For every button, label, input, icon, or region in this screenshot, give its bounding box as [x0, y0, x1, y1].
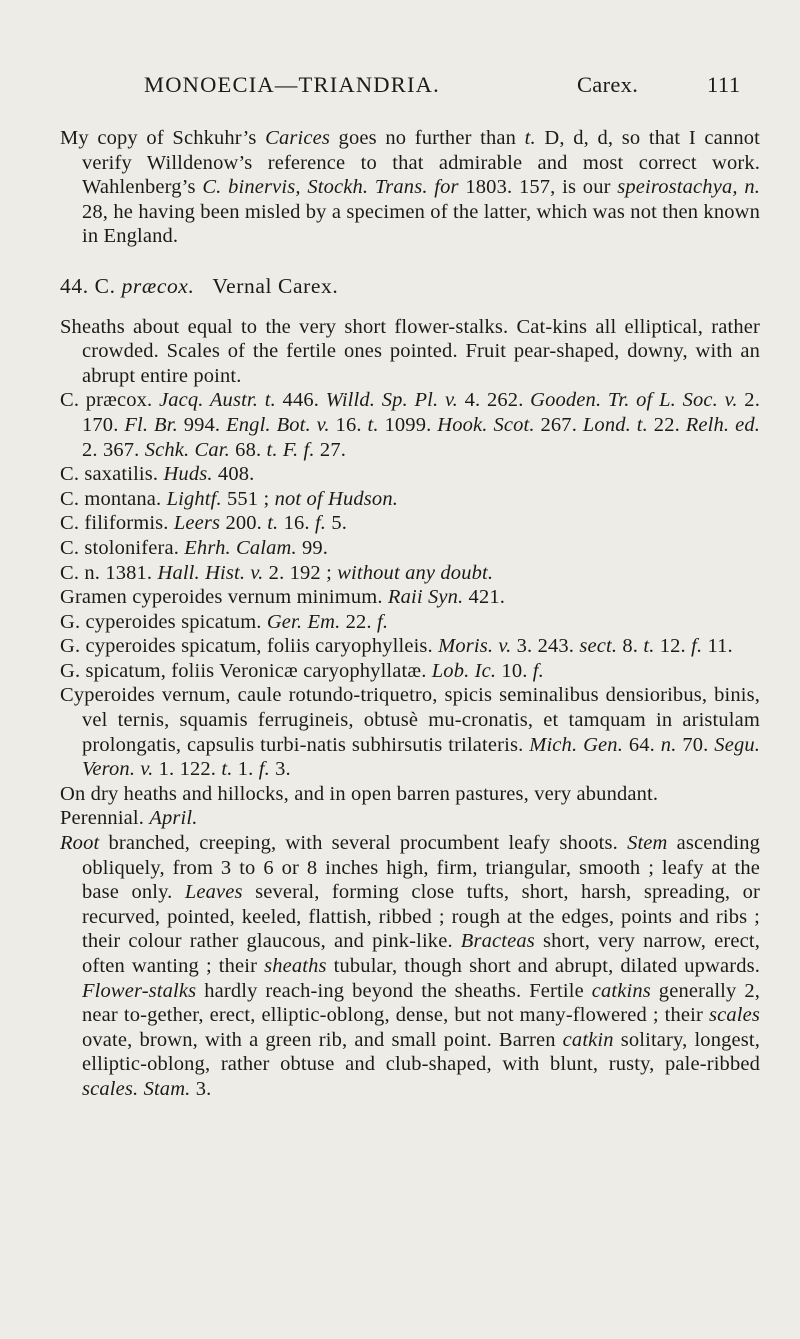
synonym-text: 27. — [314, 438, 346, 461]
synonym-citation: f. — [691, 635, 703, 658]
synonym-text: C. montana. — [60, 487, 167, 510]
synonym-text: C. saxatilis. — [60, 463, 164, 486]
synonym-text: C. stolonifera. — [60, 536, 185, 559]
synonym-citation: Leers — [173, 512, 221, 535]
intro-text: D, d, d, so that I cannot verify Willdenow’s reference to that admirable and most correct work. Wahlenberg’s — [82, 127, 760, 199]
diagnosis: Sheaths about equal to the very short flower-stalks. Cat-kins all elliptical, rather crowded. Scales of the fertile ones pointed. Fruit pear-shaped, downy, with an abrupt entire point. — [60, 315, 760, 387]
description-text: tubular, though short and abrupt, dilated upwards. — [326, 955, 760, 977]
synonym-citation: f. — [376, 610, 389, 633]
description-text: short, very narrow, erect, often wanting ; their — [82, 930, 760, 977]
synonym-citation: not of Hudson. — [274, 487, 399, 510]
duration — [60, 806, 760, 831]
synonym-text: 446. — [275, 389, 326, 412]
species-heading — [60, 274, 760, 299]
synonym-text: G. cyperoides spicatum, foliis caryophylleis. — [60, 635, 439, 658]
synonym-text: G. cyperoides spicatum. — [60, 610, 267, 633]
species-name: præcox. — [121, 273, 195, 298]
synonym-text: 421. — [463, 586, 506, 609]
synonym-text: 1. — [232, 758, 259, 781]
duration-label: Perennial. — [60, 807, 150, 830]
synonym-text: 4. 262. — [457, 389, 531, 412]
intro-text: My copy of Schkuhr’s — [60, 127, 266, 149]
intro-paragraph — [60, 126, 760, 249]
synonym-text: G. spicatum, foliis Veronicæ caryophyllatæ. — [60, 659, 432, 682]
synonym-entry — [60, 462, 760, 487]
synonym-citation: sect. — [579, 635, 618, 658]
synonym-citation: n. — [660, 733, 677, 756]
synonym-text: 10. — [496, 659, 533, 682]
synonym-text: 22. — [647, 413, 686, 436]
synonym-citation: t. — [267, 512, 279, 535]
synonym-text: 1099. — [378, 413, 438, 436]
synonym-citation: f. — [532, 659, 544, 682]
synonym-entry — [60, 634, 760, 659]
species-name-prefix: C. — [94, 273, 122, 298]
synonym-entry — [60, 388, 760, 462]
synonym-citation: Willd. Sp. Pl. v. — [325, 389, 458, 412]
synonym-text: 16. — [278, 512, 315, 535]
synonym-text: 68. — [229, 438, 267, 461]
synonym-entry — [60, 561, 760, 586]
synonym-text: 12. — [654, 635, 692, 658]
synonym-text: C. præcox. — [60, 389, 159, 412]
intro-italic: t. — [524, 127, 536, 149]
intro-italic: Carices — [265, 127, 330, 149]
synonym-citation: Ehrh. Calam. — [184, 536, 297, 559]
synonym-citation: Fl. Br. — [124, 413, 178, 436]
synonym-text: 1. 122. — [153, 758, 222, 781]
description-text: solitary, longest, elliptic-oblong, rather obtuse and club-shaped, with blunt, rusty, pale-ribbed — [82, 1028, 760, 1076]
synonym-entry — [60, 585, 760, 610]
synonym-text: Cyperoides vernum, caule rotundo-triquetro, spicis seminalibus densioribus, binis, vel ternis, squamis ferrugineis, obtusè mu-cronatis, et tamquam in aristulam prolongatis, capsulis turbi-natis subhirsutis trilateris. — [60, 684, 760, 756]
synonym-citation: Jacq. Austr. t. — [159, 389, 276, 412]
intro-text: 1803. 157, is our — [458, 176, 618, 199]
synonym-entry — [60, 536, 760, 561]
synonym-text: 200. — [220, 512, 268, 535]
synonym-text: 267. — [534, 413, 583, 436]
spacer — [60, 299, 760, 315]
synonym-citation: Segu. Veron. v. — [82, 733, 761, 781]
synonym-text: 11. — [702, 635, 733, 658]
intro-text: 28, he having been misled by a specimen of the latter, which was not then known in England. — [82, 200, 760, 248]
synonym-entry — [60, 683, 760, 781]
synonym-citation: Schk. Car. — [144, 438, 230, 461]
description-term: Bracteas — [460, 930, 535, 953]
description-text: 3. — [190, 1077, 212, 1100]
synonym-citation: Lightf. — [166, 487, 222, 510]
description-text: hardly reach-ing beyond the sheaths. Fertile — [196, 979, 592, 1002]
synonym-text: 551 ; — [221, 487, 275, 510]
synonym-entry — [60, 487, 760, 512]
synonym-citation: Engl. Bot. v. — [226, 413, 330, 436]
species-common-name: Vernal Carex. — [212, 273, 339, 298]
synonym-text: 64. — [622, 733, 661, 756]
intro-italic: speirostachya, n. — [617, 176, 760, 199]
species-number: 44. — [60, 273, 89, 298]
synonym-text: C. n. 1381. — [60, 561, 158, 584]
description — [60, 831, 760, 1102]
description-term: Root — [60, 832, 100, 855]
running-head-genus: Carex. — [577, 72, 639, 97]
synonym-citation: Hall. Hist. v. — [157, 561, 264, 584]
synonym-citation: Lob. Ic. — [431, 659, 497, 682]
synonym-entry — [60, 511, 760, 536]
synonym-citation: Gooden. Tr. of L. Soc. v. — [530, 389, 738, 412]
synonym-text: 408. — [212, 463, 255, 486]
description-term: scales. — [82, 1077, 139, 1100]
description-term: catkin — [562, 1028, 614, 1051]
synonym-citation: Lond. t. — [582, 413, 648, 436]
description-term: Stem — [627, 832, 668, 855]
synonym-citation: f. — [258, 758, 270, 781]
synonym-text: 70. — [676, 733, 715, 756]
synonym-citation: without any doubt. — [337, 561, 494, 584]
running-head — [0, 72, 800, 102]
synonym-text: 16. — [329, 413, 368, 436]
intro-italic: C. binervis, Stockh. Trans. for — [202, 176, 459, 199]
synonym-citation: f. — [314, 512, 327, 535]
description-text: several, forming close tufts, short, harsh, spreading, or recurved, pointed, keeled, flattish, ribbed ; rough at the edges, points and ribs ; their colour rather glaucous, and pink-like. — [82, 881, 760, 953]
spacer — [60, 249, 760, 274]
synonym-entry — [60, 610, 760, 635]
synonym-citation: Huds. — [163, 463, 213, 486]
description-text: generally 2, near to-gether, erect, elliptic-oblong, dense, but not many-flowered ; their — [82, 979, 761, 1027]
synonym-citation: t. F. f. — [266, 438, 315, 461]
synonym-text: 3. — [269, 758, 291, 781]
synonym-citation: t. — [221, 758, 233, 781]
synonym-text: 2. 192 ; — [263, 561, 338, 584]
page-body — [60, 126, 760, 1102]
synonym-citation: t. — [367, 413, 379, 436]
synonym-citation: Hook. Scot. — [437, 413, 535, 436]
description-term: catkins — [591, 979, 651, 1002]
synonym-text: 5. — [326, 512, 348, 535]
synonym-text: 2. 367. — [82, 438, 145, 461]
synonym-text: 99. — [296, 536, 329, 559]
synonym-text: Gramen cyperoides vernum minimum. — [60, 586, 388, 609]
running-head-title: MONOECIA—TRIANDRIA. — [144, 72, 440, 97]
flowering-month: April. — [149, 807, 198, 830]
synonym-citation: Raii Syn. — [387, 586, 464, 609]
synonym-text: 2. 170. — [82, 389, 760, 436]
synonym-citation: Mich. Gen. — [529, 733, 623, 756]
synonym-citation: t. — [643, 635, 655, 658]
description-text: ascending obliquely, from 3 to 6 or 8 inches high, firm, triangular, smooth ; leafy at the base only. — [82, 832, 760, 904]
description-term: sheaths — [264, 955, 327, 977]
description-term: Leaves — [184, 881, 243, 904]
synonym-citation: Moris. v. — [438, 635, 512, 658]
description-text: branched, creeping, with several procumbent leafy shoots. — [99, 832, 628, 855]
synonym-text: 22. — [340, 610, 377, 633]
page-number: 111 — [707, 72, 741, 97]
synonym-entry — [60, 659, 760, 684]
synonym-citation: Relh. ed. — [685, 413, 760, 436]
intro-text: goes no further than — [329, 127, 525, 149]
description-term: Stam. — [143, 1077, 191, 1100]
synonym-citation: Ger. Em. — [266, 610, 341, 633]
description-text: ovate, brown, with a green rib, and small point. Barren — [82, 1028, 563, 1051]
description-term: scales — [709, 1004, 760, 1027]
synonym-text: 994. — [177, 413, 227, 436]
description-term: Flower-stalks — [82, 979, 197, 1002]
synonym-text: 3. 243. — [511, 635, 580, 658]
habitat: On dry heaths and hillocks, and in open barren pastures, very abundant. — [60, 782, 659, 805]
synonym-text: C. filiformis. — [60, 512, 174, 535]
synonym-text: 8. — [617, 635, 644, 658]
